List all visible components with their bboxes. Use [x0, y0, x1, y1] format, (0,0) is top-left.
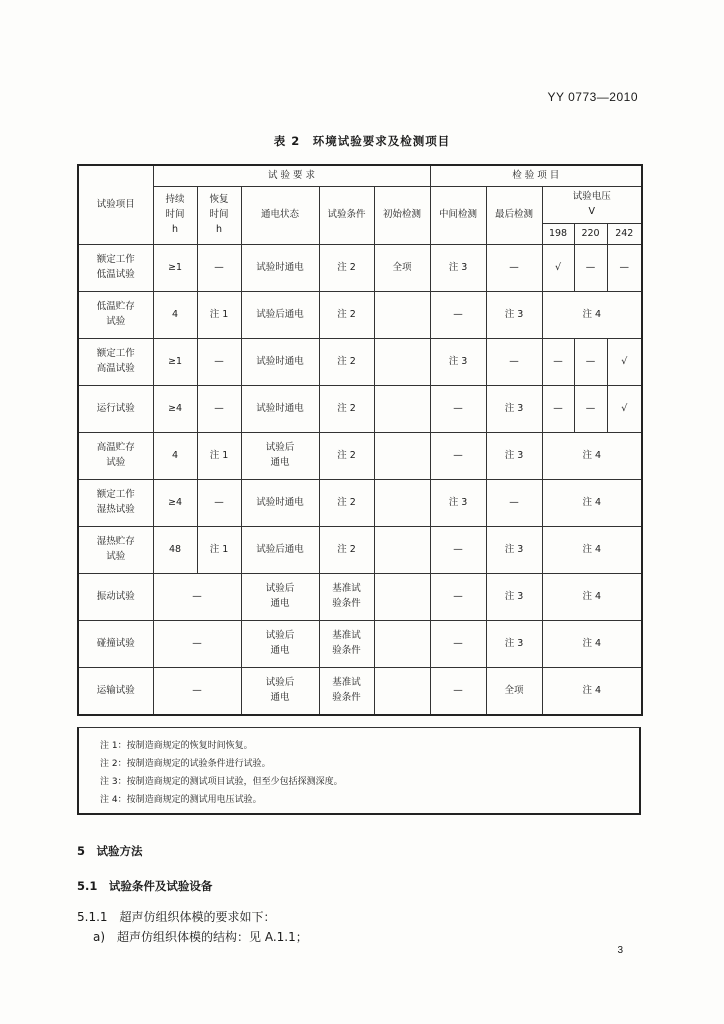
cell-recovery: — [197, 386, 241, 433]
cell-final-check: 注 3 [486, 527, 542, 574]
cell-test-condition: 基准试 验条件 [319, 668, 374, 716]
cell-item: 运行试验 [78, 386, 153, 433]
cell-item: 碰撞试验 [78, 621, 153, 668]
table-row [78, 433, 642, 480]
cell-time-merged: — [153, 574, 241, 621]
cell-recovery: 注 1 [197, 433, 241, 480]
cell-duration: ≥1 [153, 245, 197, 292]
cell-duration: 4 [153, 433, 197, 480]
cell-test-condition: 注 2 [319, 386, 374, 433]
cell-item: 湿热贮存 试验 [78, 527, 153, 574]
cell-v198: — [542, 339, 574, 386]
table-row [78, 292, 642, 339]
cell-test-condition: 基准试 验条件 [319, 574, 374, 621]
cell-voltage-merged: 注 4 [542, 292, 642, 339]
cell-middle-check: — [430, 527, 486, 574]
cell-item: 振动试验 [78, 574, 153, 621]
header-detection: 检 验 项 目 [430, 165, 642, 187]
header-v198: 198 [542, 224, 574, 245]
cell-initial-check [374, 339, 430, 386]
note-4: 注 4：按制造商规定的测试用电压试验。 [100, 795, 262, 805]
cell-time-merged: — [153, 621, 241, 668]
cell-power-state: 试验后 通电 [241, 621, 319, 668]
cell-duration: ≥4 [153, 480, 197, 527]
cell-middle-check: — [430, 386, 486, 433]
table-row [78, 668, 642, 716]
cell-final-check: — [486, 480, 542, 527]
standard-code: YY 0773—2010 [547, 90, 638, 104]
cell-final-check: 注 3 [486, 574, 542, 621]
note-1: 注 1：按制造商规定的恢复时间恢复。 [100, 741, 253, 751]
cell-item: 低温贮存 试验 [78, 292, 153, 339]
cell-time-merged: — [153, 668, 241, 716]
header-test-condition: 试验条件 [319, 187, 374, 245]
cell-item: 额定工作 低温试验 [78, 245, 153, 292]
cell-final-check: — [486, 339, 542, 386]
cell-test-condition: 注 2 [319, 480, 374, 527]
header-final-check: 最后检测 [486, 187, 542, 245]
section-5-1-1-text: 5.1.1 超声仿组织体模的要求如下： [77, 910, 276, 924]
cell-initial-check [374, 621, 430, 668]
header-initial-check: 初始检测 [374, 187, 430, 245]
cell-recovery: — [197, 480, 241, 527]
cell-initial-check: 全项 [374, 245, 430, 292]
cell-power-state: 试验后 通电 [241, 668, 319, 716]
cell-duration: ≥4 [153, 386, 197, 433]
header-requirements: 试 验 要 求 [153, 165, 430, 187]
table-row [78, 621, 642, 668]
cell-v198: — [542, 386, 574, 433]
cell-test-condition: 注 2 [319, 292, 374, 339]
cell-voltage-merged: 注 4 [542, 574, 642, 621]
cell-recovery: — [197, 339, 241, 386]
cell-recovery: 注 1 [197, 527, 241, 574]
cell-voltage-merged: 注 4 [542, 433, 642, 480]
cell-power-state: 试验后通电 [241, 292, 319, 339]
cell-power-state: 试验后 通电 [241, 574, 319, 621]
cell-recovery: 注 1 [197, 292, 241, 339]
cell-recovery: — [197, 245, 241, 292]
header-v242: 242 [607, 224, 642, 245]
cell-initial-check [374, 433, 430, 480]
cell-power-state: 试验后 通电 [241, 433, 319, 480]
cell-duration: 4 [153, 292, 197, 339]
cell-power-state: 试验后通电 [241, 527, 319, 574]
note-3: 注 3：按制造商规定的测试项目试验，但至少包括探测深度。 [100, 777, 343, 787]
table-row [78, 480, 642, 527]
cell-initial-check [374, 527, 430, 574]
cell-final-check: — [486, 245, 542, 292]
cell-voltage-merged: 注 4 [542, 527, 642, 574]
cell-middle-check: — [430, 621, 486, 668]
cell-final-check: 注 3 [486, 621, 542, 668]
cell-v220: — [574, 245, 607, 292]
cell-initial-check [374, 386, 430, 433]
cell-item: 额定工作 高温试验 [78, 339, 153, 386]
cell-voltage-merged: 注 4 [542, 480, 642, 527]
cell-test-condition: 基准试 验条件 [319, 621, 374, 668]
cell-power-state: 试验时通电 [241, 245, 319, 292]
cell-v242: — [607, 245, 642, 292]
section-5-1-1-a-text: a) 超声仿组织体模的结构：见 A.1.1； [93, 930, 308, 944]
cell-final-check: 注 3 [486, 386, 542, 433]
cell-v242: √ [607, 386, 642, 433]
header-recovery: 恢复 时间 h [197, 187, 241, 245]
table-notes [77, 727, 641, 815]
cell-initial-check [374, 292, 430, 339]
cell-power-state: 试验时通电 [241, 386, 319, 433]
cell-item: 运输试验 [78, 668, 153, 716]
cell-final-check: 全项 [486, 668, 542, 716]
cell-v220: — [574, 339, 607, 386]
cell-test-condition: 注 2 [319, 245, 374, 292]
header-voltage: 试验电压 V [542, 187, 642, 224]
table-title: 表 2 环境试验要求及检测项目 [273, 134, 451, 148]
cell-test-condition: 注 2 [319, 433, 374, 480]
cell-middle-check: — [430, 292, 486, 339]
cell-item: 额定工作 湿热试验 [78, 480, 153, 527]
environment-test-table [77, 164, 641, 716]
cell-initial-check [374, 668, 430, 716]
cell-middle-check: 注 3 [430, 339, 486, 386]
cell-voltage-merged: 注 4 [542, 621, 642, 668]
cell-duration: ≥1 [153, 339, 197, 386]
cell-initial-check [374, 574, 430, 621]
cell-v220: — [574, 386, 607, 433]
cell-middle-check: — [430, 574, 486, 621]
cell-final-check: 注 3 [486, 292, 542, 339]
cell-test-condition: 注 2 [319, 527, 374, 574]
table-row [78, 574, 642, 621]
cell-item: 高温贮存 试验 [78, 433, 153, 480]
section-5-1-heading: 5.1 试验条件及试验设备 [77, 879, 213, 893]
cell-middle-check: 注 3 [430, 480, 486, 527]
cell-power-state: 试验时通电 [241, 339, 319, 386]
cell-test-condition: 注 2 [319, 339, 374, 386]
header-middle-check: 中间检测 [430, 187, 486, 245]
cell-duration: 48 [153, 527, 197, 574]
table-row [78, 245, 642, 292]
header-duration: 持续 时间 h [153, 187, 197, 245]
cell-middle-check: — [430, 668, 486, 716]
cell-voltage-merged: 注 4 [542, 668, 642, 716]
section-5-heading: 5 试验方法 [77, 844, 143, 858]
cell-middle-check: — [430, 433, 486, 480]
cell-final-check: 注 3 [486, 433, 542, 480]
table-row [78, 339, 642, 386]
header-item: 试验项目 [78, 165, 153, 245]
cell-power-state: 试验时通电 [241, 480, 319, 527]
cell-v198: √ [542, 245, 574, 292]
table-row [78, 527, 642, 574]
page-number: 3 [617, 945, 623, 956]
cell-v242: √ [607, 339, 642, 386]
cell-middle-check: 注 3 [430, 245, 486, 292]
note-2: 注 2：按制造商规定的试验条件进行试验。 [100, 759, 271, 769]
header-v220: 220 [574, 224, 607, 245]
header-power-state: 通电状态 [241, 187, 319, 245]
table-row [78, 386, 642, 433]
cell-initial-check [374, 480, 430, 527]
